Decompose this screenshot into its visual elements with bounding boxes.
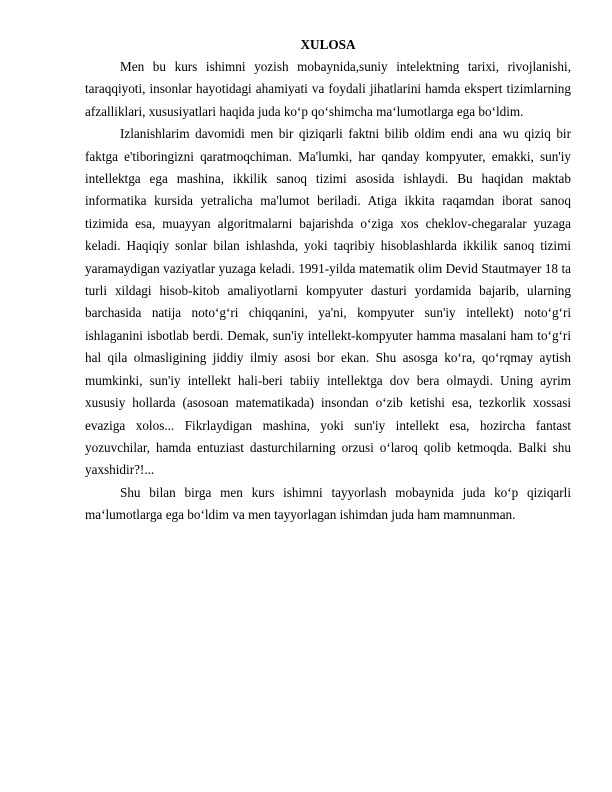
paragraph-fact: Izlanishlarim davomidi men bir qiziqarli faktni bilib oldim endi ana wu qiziq bir faktga e'tiboringizni qaratmoqchiman. Ma'lumki, har qanday kompyuter, emakki, sun'iy intellektga ega mashina, ikkilik sanoq tizimi asosida ishlaydi. Bu haqidan maktab informatika kursida yetralicha ma'lumot beriladi. Atiga ikkita raqamdan iborat sanoq tizimida esa, muayyan algoritmalarni bajarishda o‘ziga xos cheklov-chegaralar yuzaga keladi. Haqiqiy sonlar bilan ishlashda, yoki taqribiy hisoblashlarda ikkilik sanoq tizimi yaramaydigan vaziyatlar yuzaga keladi. 1991-yilda matematik olim Devid Stautmayer 18 ta turli xildagi hisob-kitob amaliyotlarni kompyuter dasturi yordamida bajarib, ularning barchasida natija noto‘g‘ri chiqqanini, ya'ni, kompyuter sun'iy intellekt) noto‘g‘ri ishlaganini isbotlab berdi. Demak, sun'iy intellekt-kompyuter hamma masalani ham to‘g‘ri hal qila olmasligining jiddiy ilmiy asosi bor ekan. Shu asosga ko‘ra, qo‘rqmay aytish mumkinki, sun'iy intellekt hali-beri tabiiy intellektga dov bera olmaydi. Uning ayrim xususiy hollarda (asosoan matematikada) insondan o‘zib ketishi esa, tezkorlik xossasi evaziga xolos... Fikrlaydigan mashina, yoki sun'iy intellekt esa, hozircha fantast yozuvchilar, hamda entuziast dasturchilarning orzusi o‘laroq qolib ketmoqda. Balki shu yaxshidir?!... [85,126,571,478]
paragraph-intro: Men bu kurs ishimni yozish mobaynida,suniy intelektning tarixi, rivojlanishi, taraqqiyoti, insonlar hayotidagi ahamiyati va foydali jihatlarini hamda ekspert tizimlarning afzalliklari, xususiyatlari haqida juda ko‘p qo‘shimcha ma‘lumotlarga ega bo‘ldim. [85,59,571,119]
document-title: XULOSA [300,37,356,52]
paragraph-conclusion: Shu bilan birga men kurs ishimni tayyorlash mobaynida juda ko‘p qiziqarli ma‘lumotlarga ega bo‘ldim va men tayyorlagan ishimdan juda ham mamnunman. [85,484,571,523]
document-body [85,34,571,527]
